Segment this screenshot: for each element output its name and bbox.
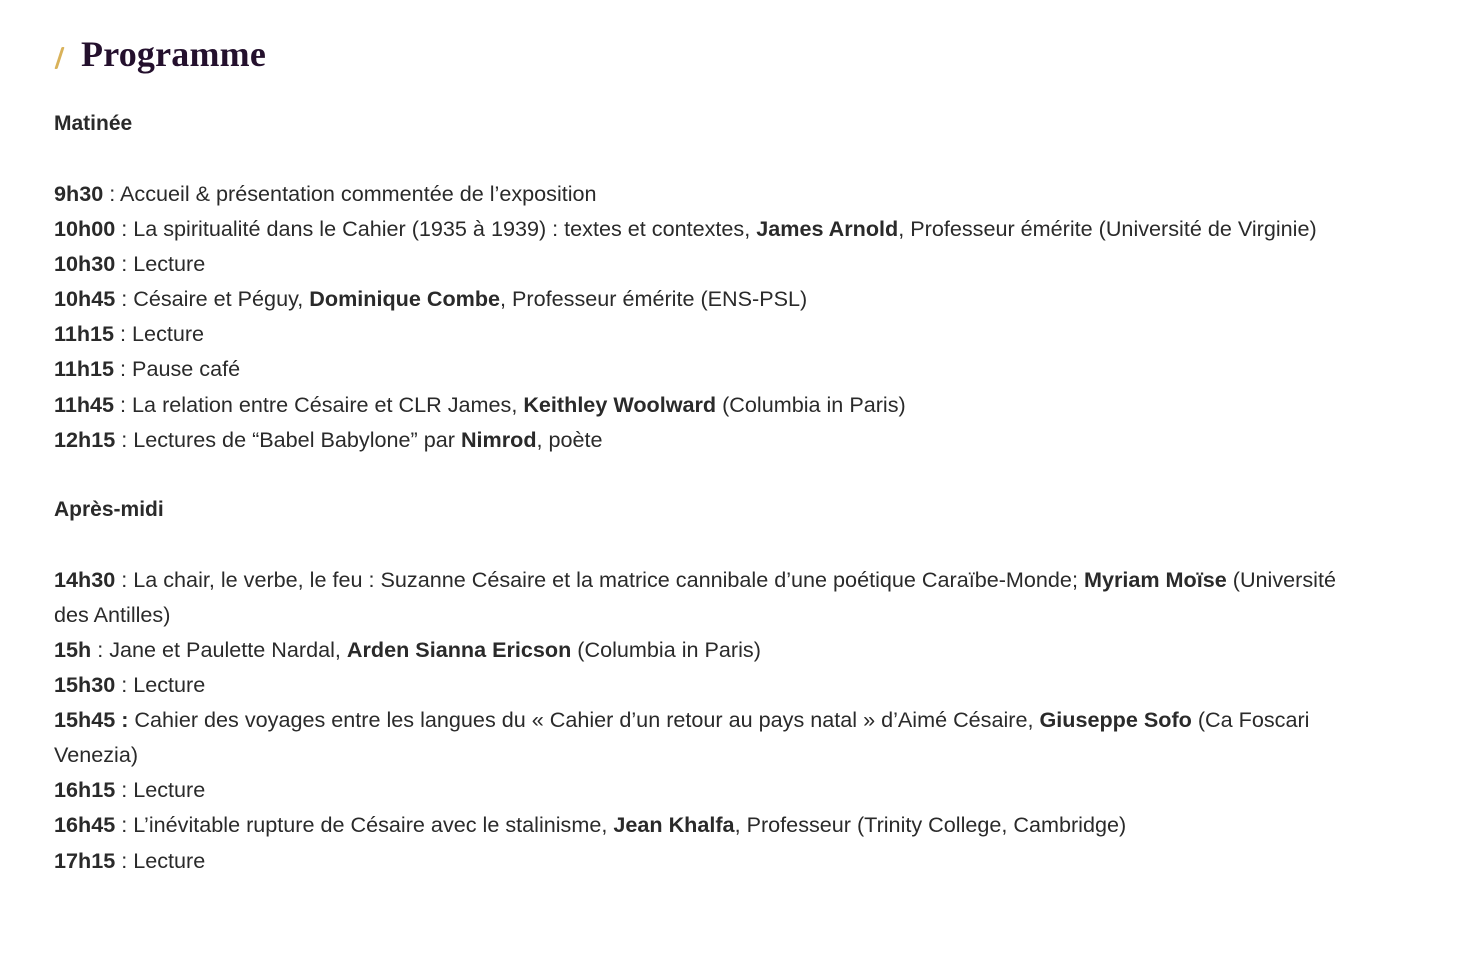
item-separator: : (115, 286, 134, 312)
item-affiliation: , Professeur émérite (Université de Virginie) (898, 216, 1317, 242)
item-separator: : (115, 847, 134, 873)
item-time: 16h15 (54, 777, 116, 803)
item-text: Lecture (133, 251, 206, 277)
item-time: 9h30 (54, 181, 104, 206)
schedule-item (54, 281, 1344, 316)
schedule-item (54, 772, 1344, 807)
item-time: 15h45 : (54, 707, 129, 733)
item-separator: : (114, 391, 133, 417)
item-affiliation: , poète (536, 426, 603, 452)
item-text: Lecture (133, 777, 206, 803)
item-separator: : (115, 777, 134, 803)
item-text: L’inévitable rupture de Césaire avec le stalinisme, (133, 812, 614, 838)
title-row (58, 30, 1344, 78)
item-separator: : (115, 251, 134, 277)
programme-content (54, 30, 1344, 878)
item-time: 10h45 (54, 286, 116, 312)
schedule-item (54, 387, 1344, 422)
schedule-item (54, 422, 1344, 457)
item-separator: : (115, 426, 134, 452)
item-separator: : (91, 636, 110, 662)
item-text: Jane et Paulette Nardal, (109, 636, 347, 662)
schedule-item (54, 632, 1344, 667)
item-time: 12h15 (54, 426, 116, 452)
item-separator: : (103, 181, 121, 206)
item-time: 16h45 (54, 812, 116, 838)
schedule-item (54, 562, 1344, 632)
item-text: Lectures de “Babel Babylone” par (133, 426, 461, 452)
item-affiliation: (Ca Foscari Venezia) (54, 707, 1310, 768)
item-speaker: Arden Sianna Ericson (346, 636, 572, 662)
schedule-item (54, 667, 1344, 702)
item-time: 15h (54, 636, 92, 662)
section-title-apres-midi: Après-midi (54, 497, 164, 521)
item-text: Cahier des voyages entre les langues du « Cahier d’un retour au pays natal » d’Aimé Césaire, (134, 707, 1040, 733)
item-separator: : (115, 566, 134, 592)
item-affiliation: (Université des Antilles) (54, 566, 1336, 627)
item-time: 11h45 (54, 391, 115, 417)
item-speaker: Giuseppe Sofo (1039, 707, 1192, 733)
item-text: La relation entre Césaire et CLR James, (132, 391, 524, 417)
item-text: Lecture (132, 321, 205, 347)
item-text: La chair, le verbe, le feu : Suzanne Césaire et la matrice cannibale d’une poétique Caraïbe-Monde; (133, 566, 1084, 592)
item-text: Césaire et Péguy, (133, 286, 310, 312)
item-speaker: Myriam Moïse (1083, 566, 1227, 592)
item-separator: : (115, 672, 134, 698)
item-text: Accueil & présentation commentée de l’exposition (120, 181, 597, 206)
item-time: 11h15 (54, 321, 115, 347)
item-separator: : (114, 356, 133, 382)
item-affiliation: (Columbia in Paris) (571, 636, 761, 662)
item-text: Pause café (132, 356, 241, 382)
item-time: 14h30 (54, 566, 116, 592)
item-time: 17h15 (54, 847, 116, 873)
schedule-item (54, 246, 1344, 281)
item-time: 11h15 (54, 356, 115, 382)
item-text: Lecture (133, 847, 206, 873)
section-title-matinee: Matinée (54, 112, 133, 135)
item-separator: : (114, 321, 133, 347)
schedule-item (54, 702, 1344, 772)
item-affiliation: , Professeur émérite (ENS-PSL) (500, 286, 808, 312)
schedule-list-matinee (54, 176, 1344, 457)
item-speaker: James Arnold (756, 216, 899, 242)
item-time: 10h30 (54, 251, 116, 277)
item-time: 15h30 (54, 672, 116, 698)
item-separator: : (115, 216, 134, 242)
schedule-item (54, 807, 1344, 842)
item-affiliation: (Columbia in Paris) (716, 391, 906, 417)
item-speaker: Dominique Combe (309, 286, 501, 312)
schedule-list-apres-midi (54, 562, 1344, 878)
slash-accent-icon (54, 47, 64, 69)
item-text: Lecture (133, 672, 206, 698)
item-speaker: Jean Khalfa (613, 812, 735, 838)
schedule-item (54, 211, 1344, 246)
item-separator: : (115, 812, 134, 838)
item-text: La spiritualité dans le Cahier (1935 à 1939) : textes et contextes, (133, 216, 757, 242)
item-time: 10h00 (54, 216, 116, 242)
item-affiliation: , Professeur (Trinity College, Cambridge) (734, 812, 1127, 838)
schedule-item (54, 316, 1344, 351)
schedule-item (54, 351, 1344, 386)
item-speaker: Keithley Woolward (523, 391, 717, 417)
item-speaker: Nimrod (460, 426, 537, 452)
page-title: Programme (81, 34, 267, 74)
schedule-item (54, 843, 1344, 878)
schedule-item (54, 176, 1344, 211)
